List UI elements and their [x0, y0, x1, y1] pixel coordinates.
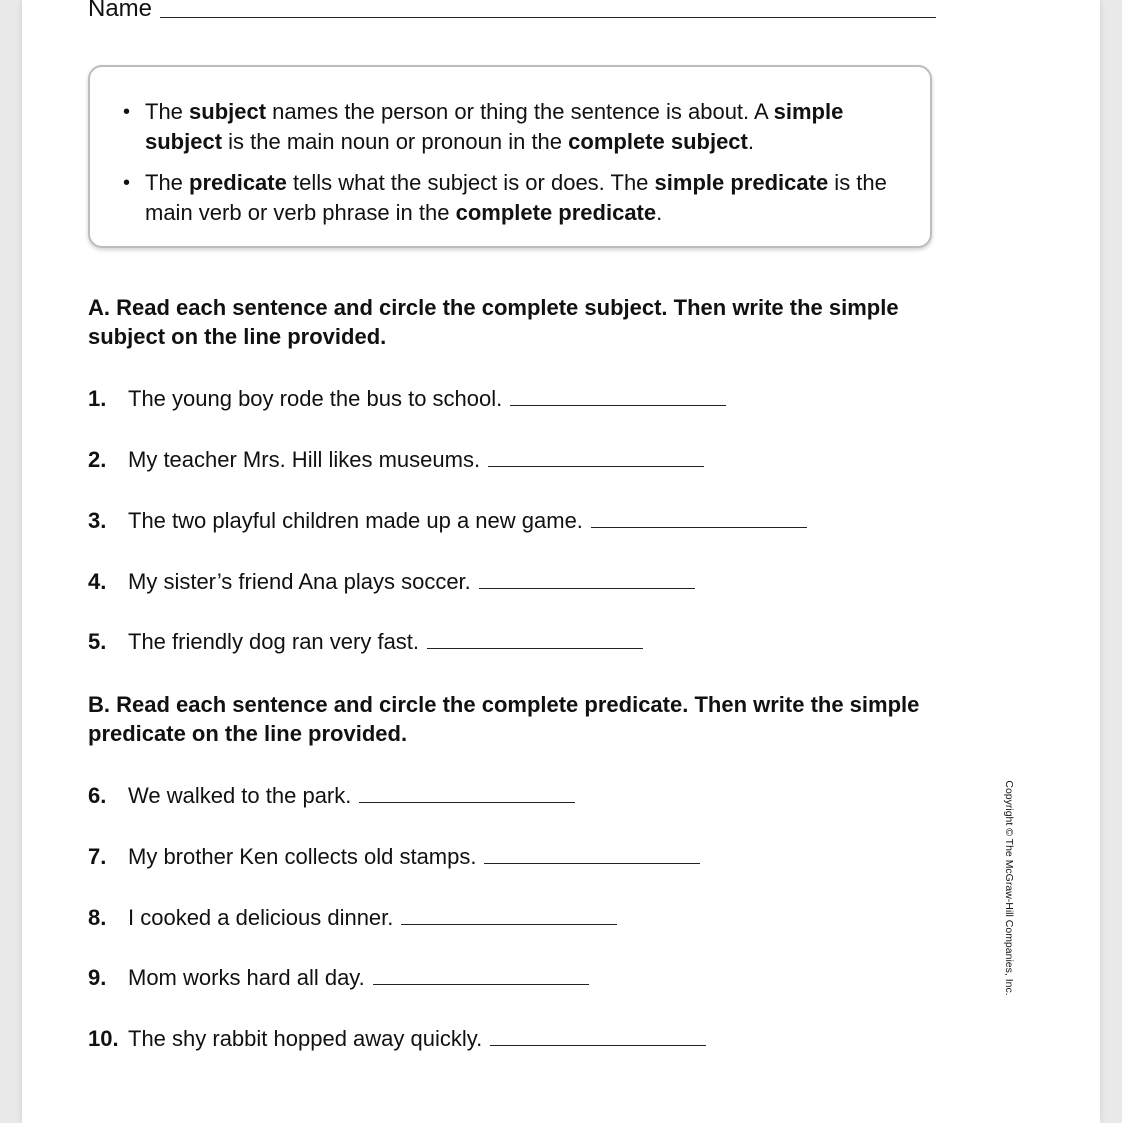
answer-line[interactable]: [479, 588, 695, 589]
item-number: 1.: [88, 386, 107, 411]
section-b-instruction: B. Read each sentence and circle the complete predicate. Then write the simple predicate on the line provided.: [88, 692, 920, 746]
worksheet-page: [22, 0, 1100, 1123]
item-sentence: The friendly dog ran very fast.: [128, 629, 420, 654]
definition-run: .: [656, 200, 663, 225]
answer-line[interactable]: [373, 984, 589, 985]
bold-term: simple subject: [145, 99, 844, 154]
exercise-item: [88, 843, 700, 871]
item-sentence: Mom works hard all day.: [128, 965, 365, 990]
definition-run: is the main verb or verb phrase in the: [145, 170, 887, 225]
definition-box: [88, 65, 932, 248]
definition-run: is the main noun or pronoun in the: [222, 129, 569, 154]
answer-line[interactable]: [427, 648, 643, 649]
answer-line[interactable]: [359, 802, 575, 803]
item-number: 4.: [88, 569, 107, 594]
item-number: 7.: [88, 844, 107, 869]
definition-run: names the person or thing the sentence is about. A: [266, 99, 774, 124]
bold-term: predicate: [189, 170, 287, 195]
answer-line[interactable]: [510, 405, 726, 406]
item-number: 2.: [88, 447, 107, 472]
copyright-notice: Copyright © The McGraw-Hill Companies, Inc.: [1003, 780, 1015, 996]
exercise-item: [88, 964, 589, 992]
name-input-line[interactable]: [160, 17, 936, 18]
definition-run: tells what the subject is or does. The: [286, 170, 655, 195]
answer-line[interactable]: [591, 527, 807, 528]
exercise-item: [88, 568, 695, 596]
item-sentence: My teacher Mrs. Hill likes museums.: [128, 447, 481, 472]
answer-line[interactable]: [488, 466, 704, 467]
exercise-item: [88, 628, 643, 656]
name-label: Name: [88, 0, 153, 22]
definition-run: The: [145, 170, 190, 195]
item-sentence: My brother Ken collects old stamps.: [128, 844, 477, 869]
exercise-item: [88, 1025, 706, 1053]
item-sentence: I cooked a delicious dinner.: [128, 905, 394, 930]
item-sentence: The two playful children made up a new game.: [128, 508, 583, 533]
bold-term: subject: [189, 99, 267, 124]
item-number: 10.: [88, 1026, 119, 1051]
bold-term: simple predicate: [654, 170, 829, 195]
item-sentence: We walked to the park.: [128, 783, 352, 808]
exercise-item: [88, 782, 575, 810]
exercise-item: [88, 446, 704, 474]
item-sentence: My sister’s friend Ana plays soccer.: [128, 569, 471, 594]
definition-bullet-subject: [123, 97, 908, 157]
answer-line[interactable]: [484, 863, 700, 864]
exercise-item: [88, 507, 807, 535]
item-number: 3.: [88, 508, 107, 533]
section-a-instruction: A. Read each sentence and circle the complete subject. Then write the simple subject on the line provided.: [88, 295, 899, 349]
definition-run: The: [145, 99, 190, 124]
item-sentence: The young boy rode the bus to school.: [128, 386, 503, 411]
answer-line[interactable]: [490, 1045, 706, 1046]
bullet-icon: •: [123, 172, 131, 194]
item-sentence: The shy rabbit hopped away quickly.: [128, 1026, 483, 1051]
item-number: 6.: [88, 783, 107, 808]
bold-term: complete predicate: [455, 200, 657, 225]
item-number: 5.: [88, 629, 107, 654]
definition-text: [145, 97, 908, 157]
bold-term: complete subject: [568, 129, 748, 154]
item-number: 8.: [88, 905, 107, 930]
answer-line[interactable]: [401, 924, 617, 925]
item-number: 9.: [88, 965, 107, 990]
exercise-item: [88, 385, 726, 413]
exercise-item: [88, 904, 617, 932]
definition-run: .: [747, 129, 754, 154]
definition-text: [145, 168, 908, 228]
definition-bullet-predicate: [123, 168, 908, 228]
bullet-icon: •: [123, 101, 131, 123]
name-row: [88, 0, 936, 24]
